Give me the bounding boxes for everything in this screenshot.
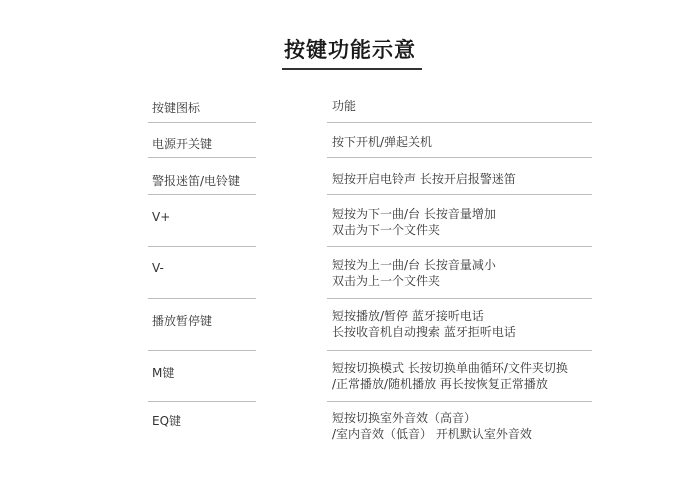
- row-key-alarm: 警报迷笛/电铃键: [152, 174, 241, 188]
- row-key-play-pause: 播放暂停键: [152, 314, 213, 328]
- row-key-power: 电源开关键: [152, 137, 213, 151]
- divider: [148, 350, 256, 351]
- row-func-volume-down: [332, 257, 496, 289]
- divider: [148, 401, 256, 402]
- divider: [327, 298, 592, 299]
- divider: [327, 194, 592, 195]
- row-key-eq: EQ键: [152, 414, 182, 428]
- func-line: 双击为上一个文件夹: [332, 274, 441, 288]
- row-func-eq: [332, 410, 532, 442]
- divider: [327, 401, 592, 402]
- func-line: /正常播放/随机播放 再长按恢复正常播放: [332, 377, 548, 391]
- func-line: 短按开启电铃声 长按开启报警迷笛: [332, 172, 516, 186]
- func-line: 短按切换室外音效（高音）: [332, 411, 477, 425]
- divider: [327, 122, 592, 123]
- divider: [148, 122, 256, 123]
- row-func-mode: [332, 360, 568, 392]
- divider: [148, 194, 256, 195]
- header-func-label: 功能: [332, 99, 357, 113]
- row-func-alarm: [332, 171, 516, 187]
- divider: [148, 298, 256, 299]
- row-key-volume-down: V-: [152, 261, 164, 275]
- func-line: 短按为下一曲/台 长按音量增加: [332, 207, 496, 221]
- row-func-play-pause: [332, 308, 516, 340]
- row-key-volume-up: V+: [152, 210, 171, 224]
- divider: [327, 157, 592, 158]
- divider: [327, 246, 592, 247]
- header-key-label: 按键图标: [152, 101, 201, 115]
- func-line: 短按为上一曲/台 长按音量减小: [332, 258, 496, 272]
- func-line: 短按播放/暂停 蓝牙接听电话: [332, 309, 484, 323]
- divider: [148, 157, 256, 158]
- row-key-mode: M键: [152, 366, 175, 380]
- divider: [327, 350, 592, 351]
- row-func-power: [332, 134, 432, 150]
- row-func-volume-up: [332, 206, 496, 238]
- divider: [148, 246, 256, 247]
- func-line: /室内音效（低音） 开机默认室外音效: [332, 427, 532, 441]
- func-line: 按下开机/弹起关机: [332, 135, 433, 149]
- func-line: 双击为下一个文件夹: [332, 223, 441, 237]
- func-line: 长按收音机自动搜索 蓝牙拒听电话: [332, 325, 516, 339]
- page-title: 按键功能示意: [284, 38, 416, 62]
- func-line: 短按切换模式 长按切换单曲循环/文件夹切换: [332, 361, 568, 375]
